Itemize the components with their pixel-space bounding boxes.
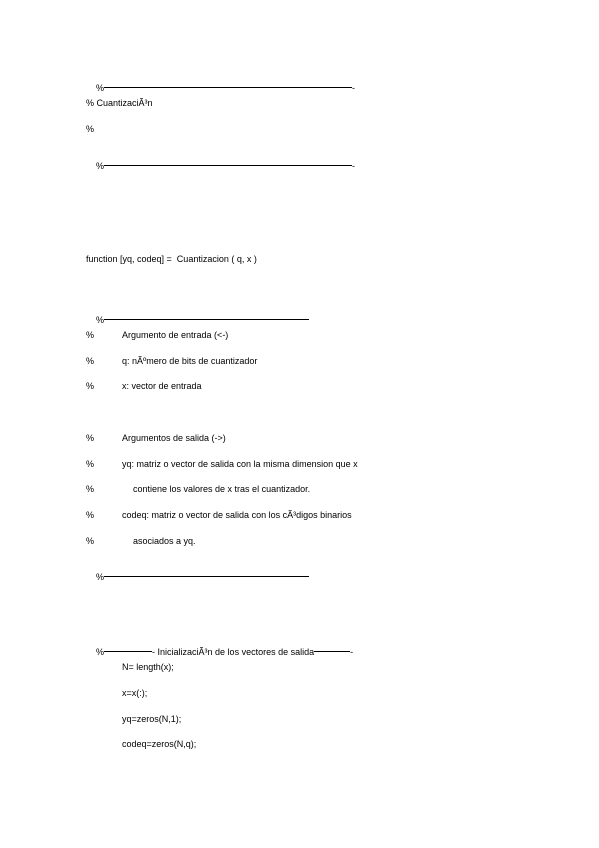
doc-line-text: yq: matriz o vector de salida con la misma dimension que x [122,459,358,469]
header-rule-bottom [86,150,356,171]
doc-line-mark: % [86,510,95,520]
code-line: yq=zeros(N,1); [122,714,182,724]
rule-line [104,87,352,88]
rule-line [314,651,350,652]
doc-rule-bottom [86,561,309,582]
code-line: codeq=zeros(N,q); [122,739,197,749]
comment-mark: % [96,315,105,325]
rule-line [104,319,309,320]
rule-end: - [352,161,356,171]
doc-line-mark: % [86,459,95,469]
rule-end: - [350,647,354,657]
doc-rule-top [86,304,309,325]
doc-line-text: asociados a yq. [133,536,196,546]
comment-mark: % [96,83,105,93]
doc-line-text: Argumento de entrada (<-) [122,330,229,340]
rule-line [104,576,309,577]
doc-line-text: contiene los valores de x tras el cuantizador. [133,484,311,494]
doc-line-text: q: nÃºmero de bits de cuantizador [122,356,258,366]
function-signature: function [yq, codeq] = Cuantizacion ( q, x ) [86,254,257,264]
doc-line-mark: % [86,536,95,546]
doc-line-mark: % [86,484,95,494]
doc-line-mark: % [86,381,95,391]
code-line: x=x(:); [122,688,148,698]
doc-line-text: codeq: matriz o vector de salida con los cÃ³digos binarios [122,510,352,520]
header-title: % CuantizaciÃ³n [86,98,153,108]
rule-line [104,651,152,652]
rule-end: - [352,83,356,93]
comment-mark: % [96,572,105,582]
doc-line-mark: % [86,330,95,340]
rule-line [104,165,352,166]
code-line: N= length(x); [122,662,174,672]
doc-line-mark: % [86,356,95,366]
doc-line-text: Argumentos de salida (->) [122,433,226,443]
comment-mark: % [96,647,105,657]
comment-mark: % [96,161,105,171]
header-rule-top [86,72,356,93]
doc-line-mark: % [86,433,95,443]
init-section-title: - InicializaciÃ³n de los vectores de salida [152,647,315,657]
doc-line-text: x: vector de entrada [122,381,202,391]
init-section-header [86,636,354,657]
header-blank-comment: % [86,124,95,134]
